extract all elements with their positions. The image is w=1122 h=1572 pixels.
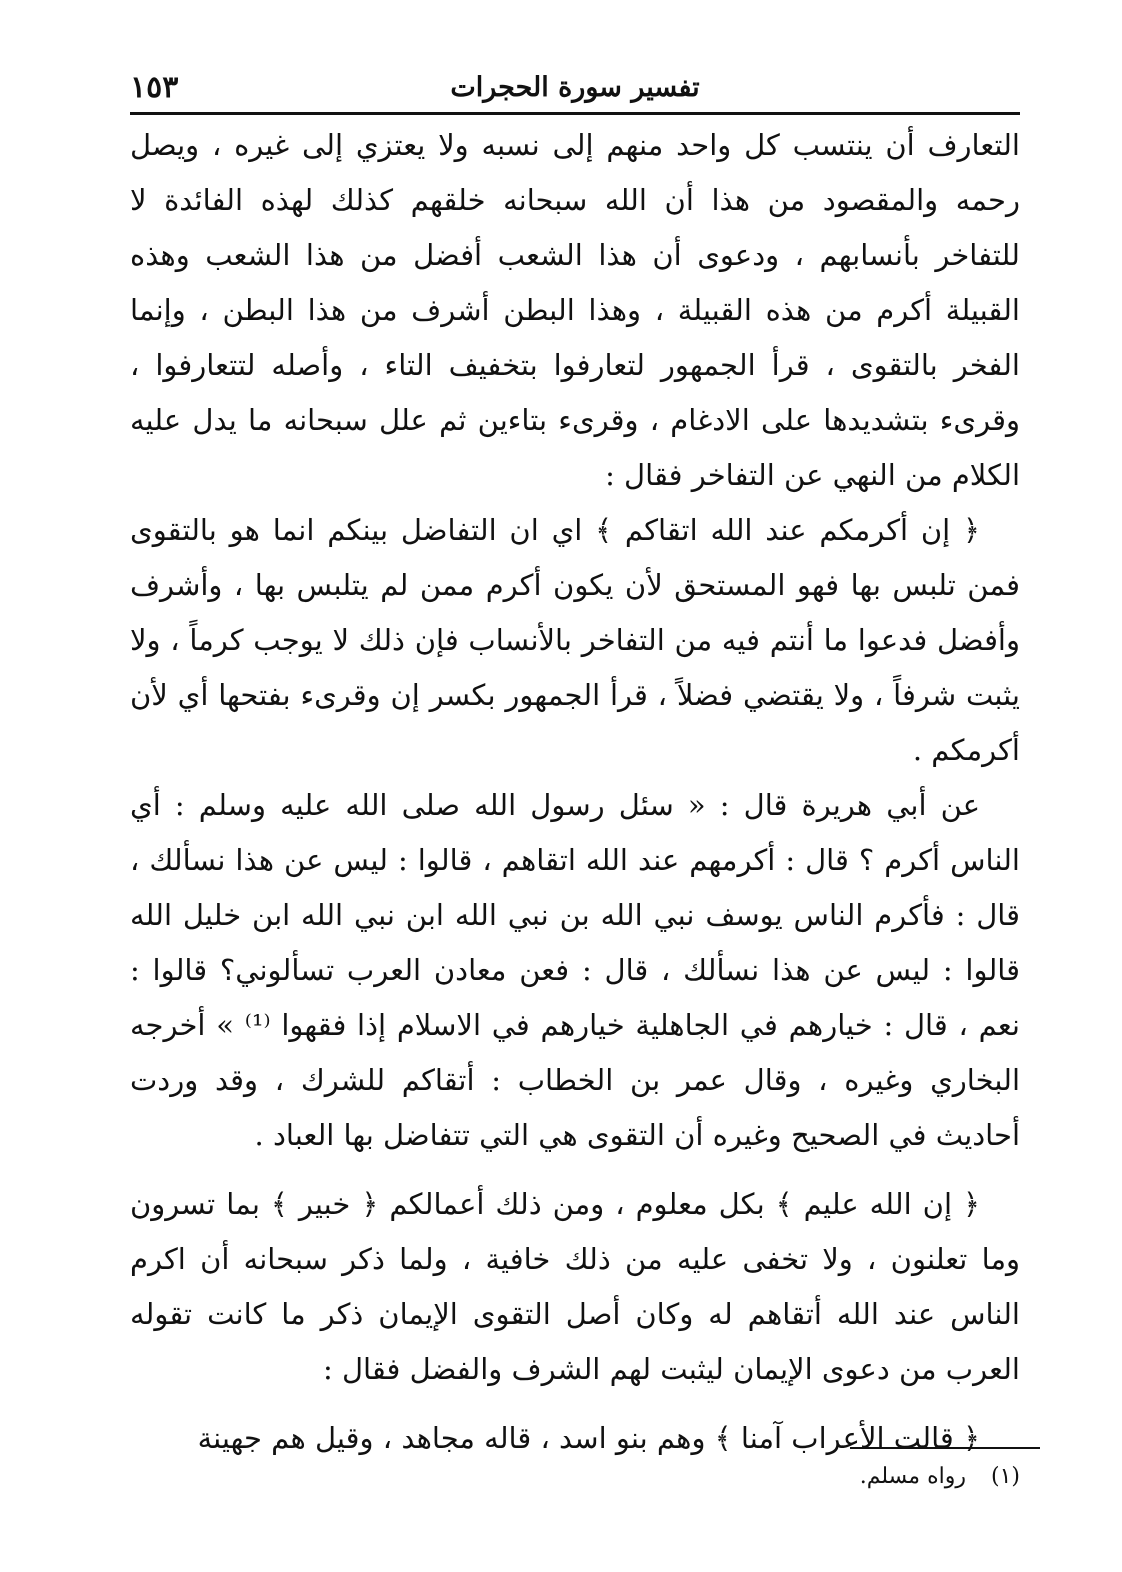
chapter-title: تفسير سورة الحجرات	[450, 72, 700, 103]
footnote-rule	[850, 1447, 1040, 1449]
footnote	[700, 1460, 1020, 1494]
footnote-text: رواه مسلم.	[859, 1464, 966, 1489]
footnote-marker: (١)	[990, 1464, 1020, 1489]
paragraph-2: ﴿ إن أكرمكم عند الله اتقاكم ﴾ اي ان التفاضل بينكم انما هو بالتقوى فمن تلبس بها فهو المستحق لأن يكون أكرم ممن لم يتلبس بها ، وأشرف وأفضل فدعوا ما أنتم فيه من التفاخر بالأنساب فإن ذلك لا يوجب كرماً ، ولا يثبت شرفاً ، ولا يقتضي فضلاً ، قرأ الجمهور بكسر إن وقرىء بفتحها أي لأن أكرمكم .	[130, 513, 1020, 767]
paragraph-1: التعارف أن ينتسب كل واحد منهم إلى نسبه ولا يعتزي إلى غيره ، ويصل رحمه والمقصود من هذا أن الله سبحانه خلقهم كذلك لهذه الفائدة لا للتفاخر بأنسابهم ، ودعوى أن هذا الشعب أفضل من هذا الشعب وهذه القبيلة أكرم من هذه القبيلة ، وهذا البطن أشرف من هذا البطن ، وإنما الفخر بالتقوى ، قرأ الجمهور لتعارفوا بتخفيف التاء ، وأصله لتتعارفوا ، وقرىء بتشديدها على الادغام ، وقرىء بتاءين ثم علل سبحانه ما يدل عليه الكلام من النهي عن التفاخر فقال :	[130, 128, 1020, 492]
paragraph-5: ﴿ قالت الأعراب آمنا ﴾ وهم بنو اسد ، قاله مجاهد ، وقيل هم جهينة	[197, 1421, 980, 1455]
header-rule	[130, 112, 1020, 115]
page-number: ١٥٣	[130, 70, 179, 105]
running-header	[130, 70, 1020, 110]
paragraph-3: عن أبي هريرة قال : « سئل رسول الله صلى الله عليه وسلم : أي الناس أكرم ؟ قال : أكرمهم عند الله اتقاهم ، قالوا : ليس عن هذا نسألك ، قال : فأكرم الناس يوسف نبي الله بن نبي الله ابن نبي الله ابن خليل الله قالوا : ليس عن هذا نسألك ، قال : فعن معادن العرب تسألوني؟ قالوا : نعم ، قال : خيارهم في الجاهلية خيارهم في الاسلام إذا فقهوا ⁽¹⁾ » أخرجه البخاري وغيره ، وقال عمر بن الخطاب : أتقاكم للشرك ، وقد وردت أحاديث في الصحيح وغيره أن التقوى هي التي تتفاضل بها العباد .	[130, 788, 1020, 1152]
body-text	[130, 118, 1020, 1466]
paragraph-4: ﴿ إن الله عليم ﴾ بكل معلوم ، ومن ذلك أعمالكم ﴿ خبير ﴾ بما تسرون وما تعلنون ، ولا تخفى عليه من ذلك خافية ، ولما ذكر سبحانه أن اكرم الناس عند الله أتقاهم له وكان أصل التقوى الإيمان ذكر ما كانت تقوله العرب من دعوى الإيمان ليثبت لهم الشرف والفضل فقال :	[130, 1187, 1020, 1386]
